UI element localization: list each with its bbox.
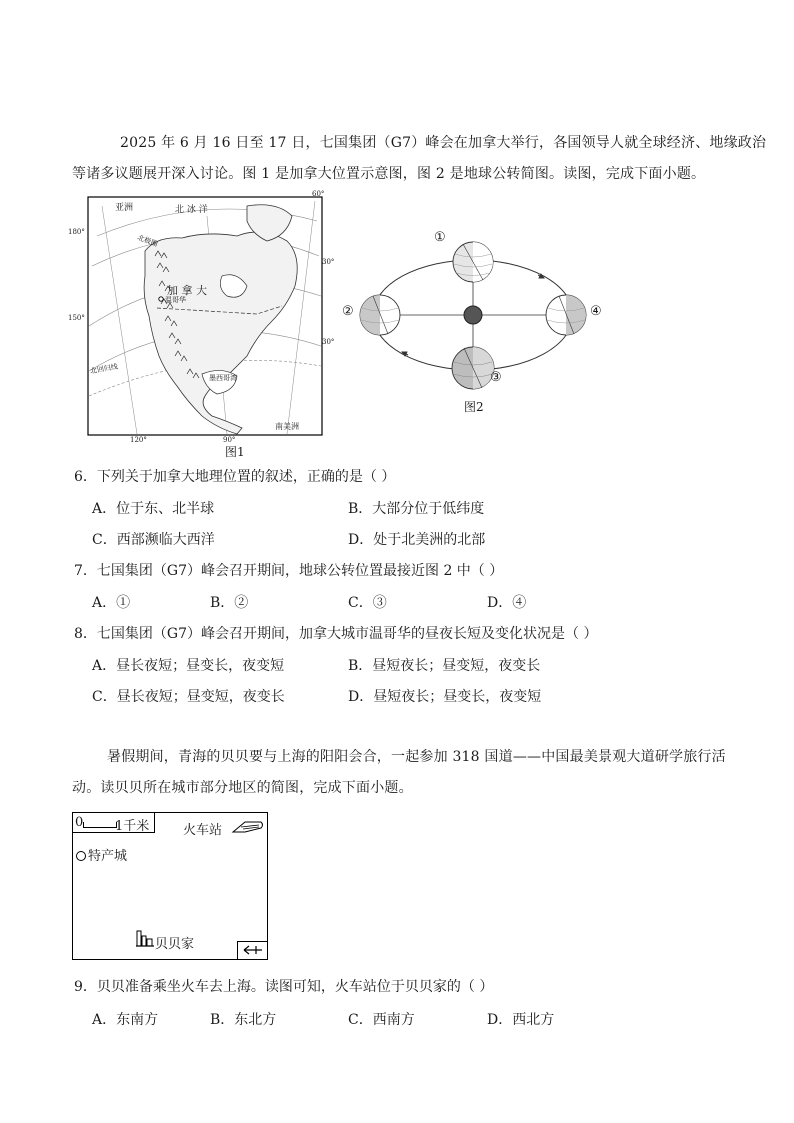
position-3-label: ③ — [490, 370, 502, 385]
figure3-map — [72, 812, 268, 960]
coord-bottom-mid: 90° — [223, 436, 236, 444]
figure1-map — [87, 196, 323, 436]
figure1-caption: 图1 — [225, 445, 245, 459]
q6-option-a[interactable]: A．位于东、北半球 — [92, 501, 215, 517]
q9-option-b[interactable]: B．东北方 — [210, 1012, 277, 1028]
building-icon — [135, 928, 155, 952]
label-gulf: 墨西哥湾 — [209, 374, 237, 382]
q7-option-a[interactable]: A．① — [92, 595, 131, 611]
passage2-line2: 动。读贝贝所在城市部分地区的简图，完成下面小题。 — [72, 780, 413, 796]
figure2-svg — [338, 240, 608, 400]
q7-option-c[interactable]: C．③ — [348, 595, 387, 611]
q9-stem: 9．贝贝准备乘坐火车去上海。读图可知，火车站位于贝贝家的（ ） — [74, 979, 494, 995]
label-arctic: 北 冰 洋 — [175, 205, 208, 215]
direction-box — [237, 941, 267, 959]
coord-top-right: 60° — [312, 190, 325, 198]
west-arrow-icon — [238, 942, 266, 958]
label-vancouver: 温哥华 — [165, 296, 186, 304]
q6-stem: 6．下列关于加拿大地理位置的叙述，正确的是（ ） — [74, 469, 396, 485]
home-label: 贝贝家 — [155, 937, 195, 952]
label-asia: 亚洲 — [115, 203, 134, 213]
q6-option-b[interactable]: B．大部分位于低纬度 — [348, 501, 485, 517]
market-marker — [76, 851, 86, 861]
q7-stem: 7．七国集团（G7）峰会召开期间，地球公转位置最接近图 2 中（ ） — [74, 563, 504, 579]
station-label: 火车站 — [183, 823, 223, 838]
scale-zero: 0 — [75, 815, 84, 830]
earth-position-1 — [453, 242, 493, 282]
earth-position-2 — [360, 295, 400, 335]
earth-position-3 — [452, 347, 494, 389]
figure1-svg — [87, 196, 323, 436]
q6-option-d[interactable]: D．处于北美洲的北部 — [348, 532, 486, 548]
passage2-line1: 暑假期间，青海的贝贝要与上海的阳阳会合，一起参加 318 国道——中国最美景观大道研学旅行活 — [107, 749, 726, 765]
q9-option-a[interactable]: A．东南方 — [92, 1012, 159, 1028]
label-arctic-circle: 北极圈 — [136, 233, 159, 249]
q6-option-c[interactable]: C．西部濒临大西洋 — [92, 532, 215, 548]
passage1-line2: 等诸多议题展开深入讨论。图 1 是加拿大位置示意图，图 2 是地球公转简图。读图，完成下面小题。 — [72, 166, 706, 182]
coord-right-2: 30° — [322, 338, 335, 346]
market-label: 特产城 — [88, 849, 128, 864]
scale-label: 1千米 — [115, 819, 150, 834]
q9-option-c[interactable]: C．西南方 — [348, 1012, 415, 1028]
figure2-diagram — [338, 230, 608, 400]
coord-bottom-left: 120° — [130, 436, 147, 444]
q8-option-b[interactable]: B．昼短夜长；昼变短，夜变长 — [348, 658, 541, 674]
earth-position-4 — [546, 295, 586, 335]
q8-stem: 8．七国集团（G7）峰会召开期间，加拿大城市温哥华的昼夜长短及变化状况是（ ） — [74, 626, 598, 642]
position-2-label: ② — [342, 304, 354, 319]
vancouver-marker — [159, 297, 163, 301]
scale-bar — [83, 822, 117, 828]
position-1-label: ① — [434, 230, 446, 245]
position-4-label: ④ — [590, 304, 602, 319]
label-tropic: 北回归线 — [89, 362, 119, 376]
coord-right-1: 30° — [322, 258, 335, 266]
q8-option-d[interactable]: D．昼短夜长；昼变长，夜变短 — [348, 689, 542, 705]
q7-option-b[interactable]: B．② — [210, 595, 249, 611]
label-south-america: 南美洲 — [275, 422, 299, 431]
coord-left-top: 180° — [68, 228, 85, 236]
train-icon — [231, 819, 265, 839]
passage1-line1: 2025 年 6 月 16 日至 17 日，七国集团（G7）峰会在加拿大举行，各国领导人就全球经济、地缘政治 — [120, 135, 767, 151]
q8-option-a[interactable]: A．昼长夜短；昼变长，夜变短 — [92, 658, 285, 674]
figure2-caption: 图2 — [464, 400, 484, 414]
label-canada: 加 拿 大 — [167, 284, 207, 297]
q7-option-d[interactable]: D．④ — [487, 595, 527, 611]
coord-left-mid: 150° — [68, 314, 85, 322]
q9-option-d[interactable]: D．西北方 — [487, 1012, 555, 1028]
q8-option-c[interactable]: C．昼长夜短；昼变短，夜变长 — [92, 689, 285, 705]
